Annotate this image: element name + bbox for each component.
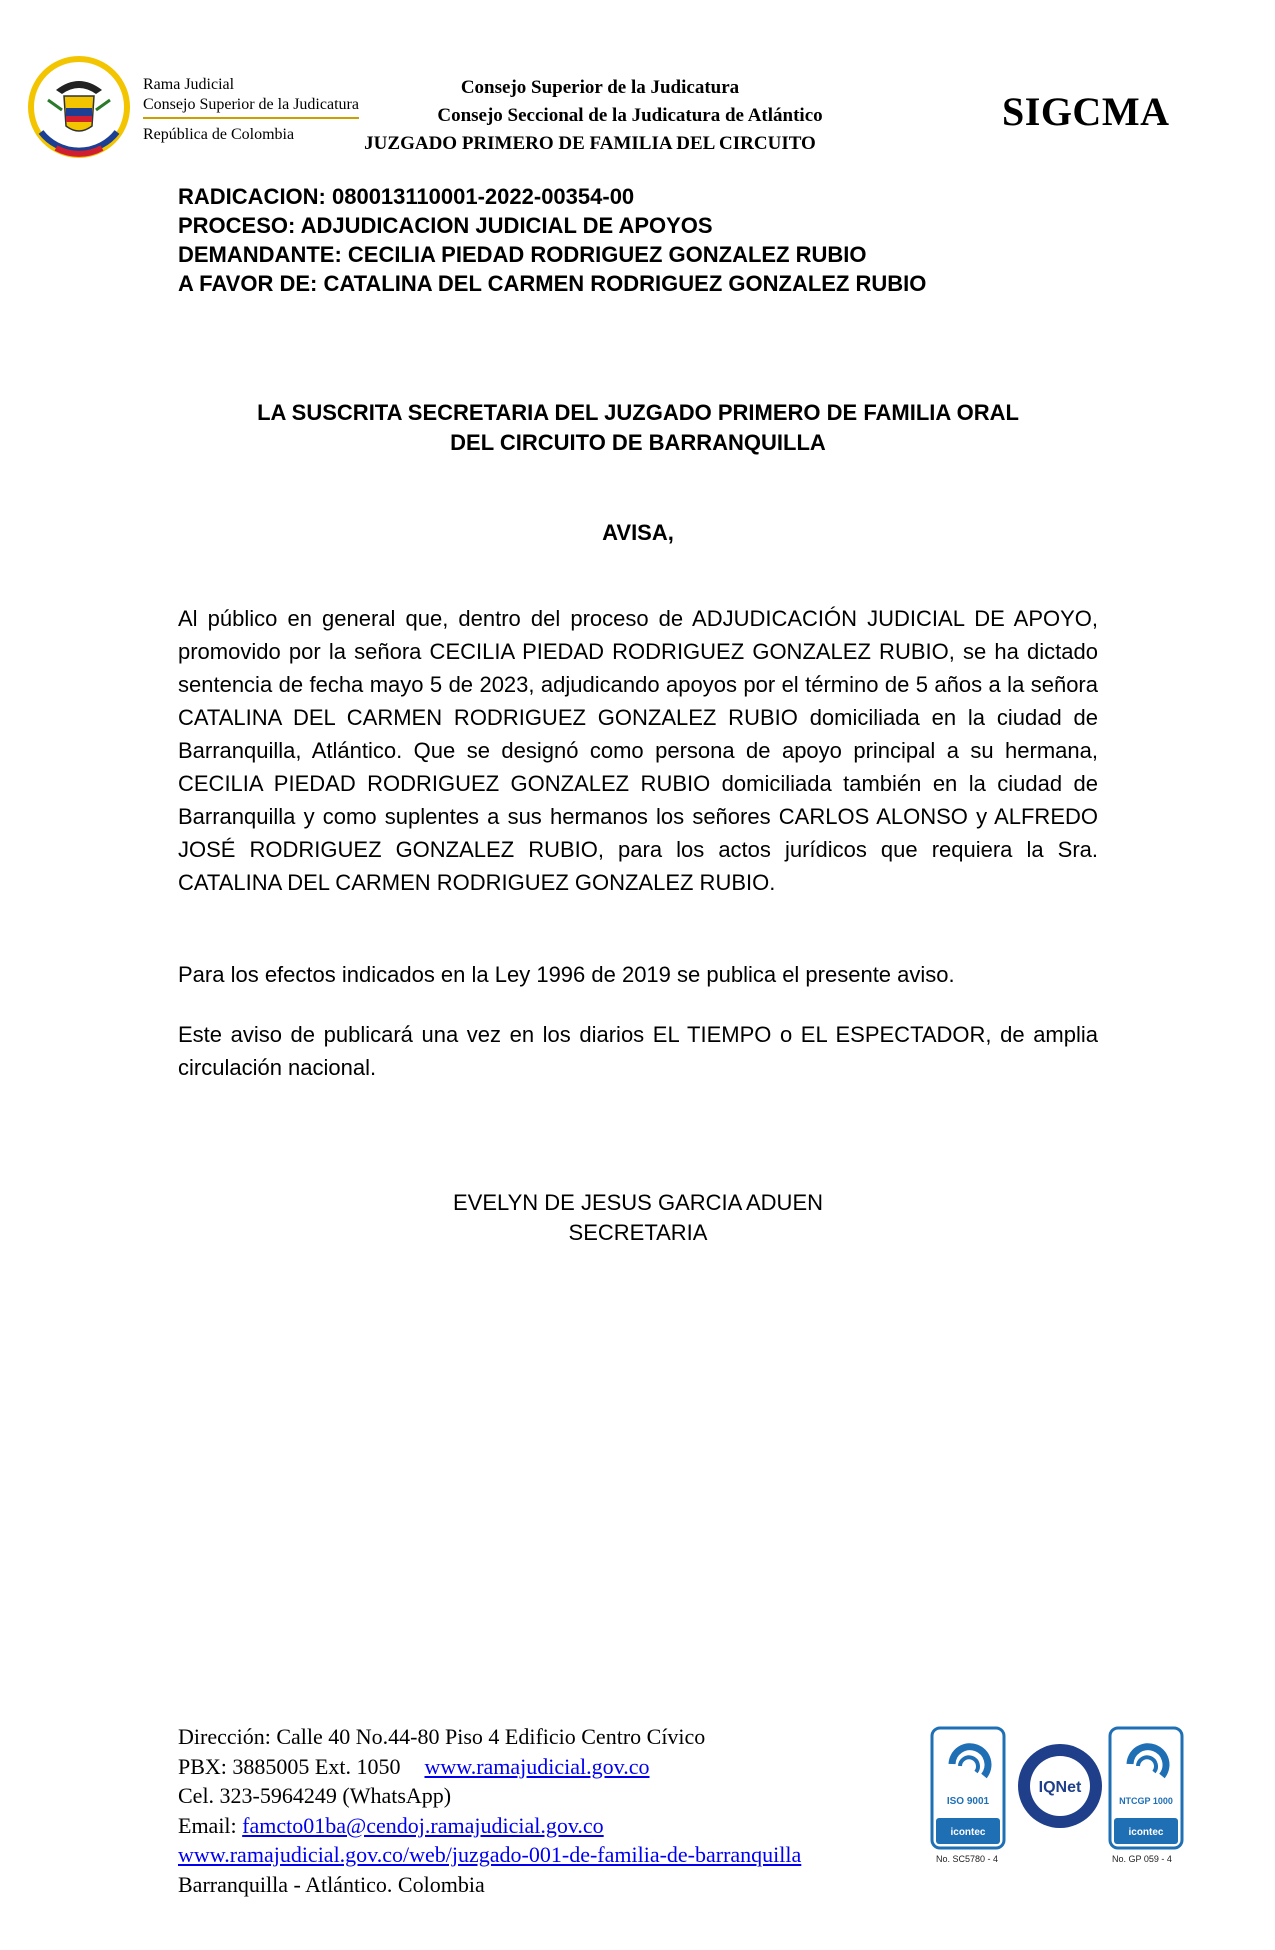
council-header [340, 74, 920, 158]
footer-court-link[interactable]: www.ramajudicial.gov.co/web/juzgado-001-de-familia-de-barranquilla [178, 1842, 802, 1867]
signer-role: SECRETARIA [568, 1220, 708, 1245]
iso-number: No. SC5780 - 4 [936, 1854, 999, 1864]
icontec-label-2: icontec [1128, 1827, 1164, 1838]
signer-name: EVELYN DE JESUS GARCIA ADUEN [452, 1190, 824, 1215]
notice-title-line-1: LA SUSCRITA SECRETARIA DEL JUZGADO PRIMERO DE FAMILIA ORAL [257, 400, 1019, 425]
iqnet-seal-icon [1014, 1740, 1106, 1832]
avisa-heading: AVISA, [602, 520, 674, 545]
footer-contact [178, 1722, 801, 1899]
sigcma-label: SIGCMA [1002, 89, 1170, 134]
certification-logos [930, 1726, 1180, 1866]
iqnet-label: IQNet [1038, 1779, 1082, 1796]
org-line-1: Rama Judicial [143, 76, 235, 93]
footer-web-link[interactable]: www.ramajudicial.gov.co [424, 1753, 650, 1779]
case-radicacion: RADICACION: 080013110001-2022-00354-00 [178, 184, 635, 209]
council-line-2: Consejo Seccional de la Judicatura de Atlántico [437, 105, 823, 126]
notice-title [178, 398, 1098, 458]
icontec-label-1: icontec [950, 1827, 986, 1838]
footer-email-label: Email: [178, 1812, 243, 1838]
iso-label: ISO 9001 [946, 1796, 990, 1807]
footer-email-row [178, 1811, 801, 1841]
council-line-1: Consejo Superior de la Judicatura [460, 77, 740, 98]
body-paragraph-1: Al público en general que, dentro del proceso de ADJUDICACIÓN JUDICIAL DE APOYO, promovido por la señora CECILIA PIEDAD RODRIGUEZ GONZALEZ RUBIO, se ha dictado sentencia de fecha mayo 5 de 2023, adjudicando apoyos por el término de 5 años a la señora CATALINA DEL CARMEN RODRIGUEZ GONZALEZ RUBIO domiciliada en la ciudad de Barranquilla, Atlántico. Que se designó como persona de apoyo principal a su hermana, CECILIA PIEDAD RODRIGUEZ GONZALEZ RUBIO domiciliada también en la ciudad de Barranquilla y como suplentes a sus hermanos los señores CARLOS ALONSO y ALFREDO JOSÉ RODRIGUEZ GONZALEZ RUBIO, para los actos jurídicos que requiera la Sra. CATALINA DEL CARMEN RODRIGUEZ GONZALEZ RUBIO. [178, 606, 1098, 895]
footer-email-link[interactable]: famcto01ba@cendoj.ramajudicial.gov.co [242, 1812, 604, 1838]
footer-cel: Cel. 323-5964249 (WhatsApp) [178, 1783, 452, 1808]
org-line-3: República de Colombia [143, 126, 295, 143]
ntcgp-1000-icontec-icon [1108, 1726, 1184, 1850]
notice-title-line-2: DEL CIRCUITO DE BARRANQUILLA [450, 430, 826, 455]
case-a-favor: A FAVOR DE: CATALINA DEL CARMEN RODRIGUEZ GONZALEZ RUBIO [178, 271, 927, 296]
body-paragraph-2: Para los efectos indicados en la Ley 1996 de 2019 se publica el presente aviso. [178, 962, 955, 987]
footer-pbx-row [178, 1752, 801, 1782]
ntcgp-label: NTCGP 1000 [1119, 1796, 1173, 1806]
case-info [178, 182, 926, 298]
footer-city: Barranquilla - Atlántico. Colombia [178, 1871, 485, 1897]
iso-9001-icontec-icon [930, 1726, 1006, 1850]
case-demandante: DEMANDANTE: CECILIA PIEDAD RODRIGUEZ GONZALEZ RUBIO [178, 242, 867, 267]
footer-address: Dirección: Calle 40 No.44-80 Piso 4 Edificio Centro Cívico [178, 1724, 706, 1749]
signature-block [178, 1188, 1098, 1248]
council-line-3: JUZGADO PRIMERO DE FAMILIA DEL CIRCUITO [364, 133, 816, 154]
body-paragraph-3: Este aviso de publicará una vez en los diarios EL TIEMPO o EL ESPECTADOR, de amplia circulación nacional. [178, 1022, 1098, 1080]
ntcgp-number: No. GP 059 - 4 [1112, 1854, 1172, 1864]
org-line-2: Consejo Superior de la Judicatura [143, 95, 359, 119]
footer-pbx: PBX: 3885005 Ext. 1050 [178, 1753, 401, 1779]
case-proceso: PROCESO: ADJUDICACION JUDICIAL DE APOYOS [178, 213, 713, 238]
colombia-coat-of-arms-icon [26, 52, 132, 162]
